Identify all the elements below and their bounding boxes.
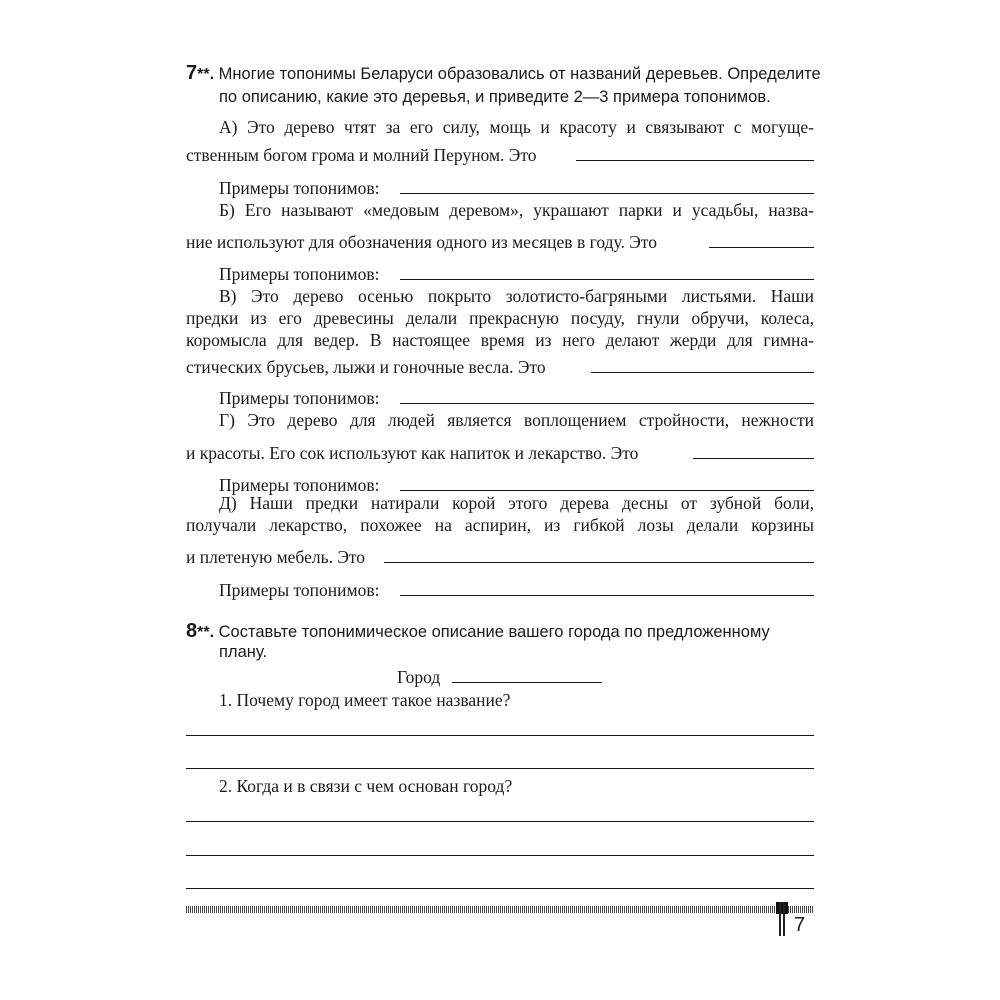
footer-rule [186,906,776,913]
examples-label-a: Примеры топонимов: [219,178,380,198]
task7-d-line2: получали лекарство, похожее на аспирин, из гибкой лозы делали корзины [186,515,814,535]
answer-line-q1-2[interactable] [186,768,814,769]
task7-intro-line1: Многие топонимы Беларуси образовались от названий деревьев. Определите [218,65,821,83]
marker-bar-2 [783,902,785,936]
task7-v-line3: коромысла для ведер. В настоящее время из него делают жерди для гимна- [186,330,814,350]
task8-heading [186,620,770,643]
examples-label-g: Примеры топонимов: [219,475,380,495]
question-2: 2. Когда и в связи с чем основан город? [219,776,513,796]
examples-line-a[interactable] [400,193,814,194]
city-label: Город [397,667,441,687]
task7-stars: **. [197,66,215,83]
answer-line-g[interactable] [693,458,814,459]
task8-number: 8 [186,620,198,642]
task7-heading [186,62,821,85]
city-name-line[interactable] [452,682,602,683]
task7-number: 7 [186,62,198,84]
task7-d-line3: и плетеную мебель. Это [186,547,366,567]
task7-b-line2: ние используют для обозначения одного из месяцев в году. Это [186,232,657,252]
task8-stars: **. [197,624,215,641]
examples-line-d[interactable] [400,595,814,596]
task7-intro-line2: по описанию, какие это деревья, и приведите 2—3 примера топонимов. [219,88,771,106]
examples-line-v[interactable] [400,403,814,404]
examples-line-b[interactable] [400,279,814,280]
answer-line-b[interactable] [709,247,814,248]
task8-intro-line1: Составьте топонимическое описание вашего города по предложенному [218,623,770,641]
answer-line-a[interactable] [576,160,814,161]
question-1: 1. Почему город имеет такое название? [219,690,511,710]
task7-g-line1: Г) Это дерево для людей является воплощением стройности, нежности [219,410,814,430]
task7-v-line1: В) Это дерево осенью покрыто золотисто-багряными листьями. Наши [219,286,814,306]
examples-label-b: Примеры топонимов: [219,264,380,284]
answer-line-q2-3[interactable] [186,888,814,889]
examples-label-d: Примеры топонимов: [219,580,380,600]
examples-label-v: Примеры топонимов: [219,388,380,408]
answer-line-q2-2[interactable] [186,855,814,856]
task7-a-line1: А) Это дерево чтят за его силу, мощь и красоту и связывают с могуще- [219,117,814,137]
task7-g-line2: и красоты. Его сок используют как напиток и лекарство. Это [186,443,639,463]
answer-line-d[interactable] [384,562,814,563]
page-number: 7 [794,914,806,936]
examples-line-g[interactable] [400,490,814,491]
task7-a-line2: ственным богом грома и молний Перуном. Это [186,145,537,165]
answer-line-q1-1[interactable] [186,735,814,736]
page-marker [776,902,788,914]
task7-b-line1: Б) Его называют «медовым деревом», украшают парки и усадьбы, назва- [219,200,814,220]
footer-rule-right [788,906,814,913]
task8-intro-line2: плану. [219,643,268,661]
answer-line-q2-1[interactable] [186,821,814,822]
task7-v-line2: предки из его древесины делали прекрасную посуду, гнули обручи, колеса, [186,308,814,328]
marker-bar-1 [779,902,781,936]
task7-d-line1: Д) Наши предки натирали корой этого дерева десны от зубной боли, [219,493,814,513]
answer-line-v[interactable] [591,372,814,373]
task7-v-line4: стических брусьев, лыжи и гоночные весла. Это [186,357,546,377]
